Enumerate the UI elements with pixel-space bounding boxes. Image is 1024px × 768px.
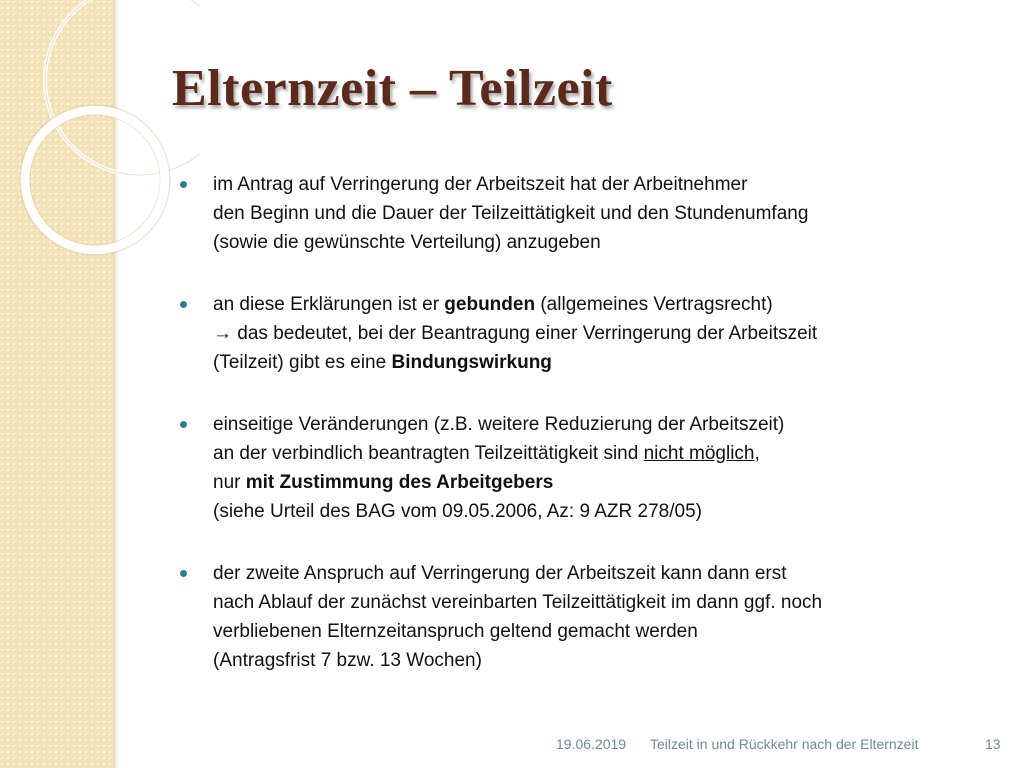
bullet-line: (siehe Urteil des BAG vom 09.05.2006, Az: 9 AZR 278/05) xyxy=(213,501,702,522)
slide-title: Elternzeit – Teilzeit xyxy=(172,60,613,117)
bullet-line: verbliebenen Elternzeitanspruch geltend gemacht werden xyxy=(213,621,698,642)
bullet-line xyxy=(213,439,980,468)
line-text: an diese Erklärungen ist er xyxy=(213,294,445,315)
round-bullet-icon xyxy=(180,301,187,308)
emphasis-text: Bindungswirkung xyxy=(391,352,552,373)
line-text: (Teilzeit) gibt es eine xyxy=(213,352,392,373)
bullet-line xyxy=(213,468,980,497)
line-text: (allgemeines Vertragsrecht) xyxy=(535,294,773,315)
bullet-line: im Antrag auf Verringerung der Arbeitszeit hat der Arbeitnehmer xyxy=(213,174,748,195)
bullet-line: (Antragsfrist 7 bzw. 13 Wochen) xyxy=(213,650,482,671)
bullet-line xyxy=(213,348,980,377)
side-decoration-band xyxy=(0,0,113,768)
bullet-line xyxy=(213,319,980,348)
bullet-item xyxy=(180,290,980,377)
underlined-text: nicht möglich xyxy=(643,443,755,464)
bullet-line: nach Ablauf der zunächst vereinbarten Teilzeittätigkeit im dann ggf. noch xyxy=(213,592,823,613)
bullet-list xyxy=(180,170,980,708)
footer-date: 19.06.2019 xyxy=(556,736,627,752)
emphasis-text: gebunden xyxy=(444,294,536,315)
bullet-line: (sowie die gewünschte Verteilung) anzugeben xyxy=(213,232,601,253)
line-text: nur xyxy=(213,472,246,493)
bullet-line xyxy=(213,290,980,319)
bullet-line: einseitige Veränderungen (z.B. weitere Reduzierung der Arbeitszeit) xyxy=(213,414,785,435)
side-band-edge xyxy=(113,0,119,768)
footer-page-number: 13 xyxy=(985,736,1001,752)
footer-caption: Teilzeit in und Rückkehr nach der Elternzeit xyxy=(650,736,919,752)
line-text: an der verbindlich beantragten Teilzeittätigkeit sind xyxy=(213,443,644,464)
line-text: , xyxy=(754,443,760,464)
emphasis-text: mit Zustimmung des Arbeitgebers xyxy=(245,472,554,493)
bullet-item xyxy=(180,410,980,526)
bullet-item xyxy=(180,559,980,675)
bullet-item xyxy=(180,170,980,257)
round-bullet-icon xyxy=(180,421,187,428)
line-text: das bedeutet, bei der Beantragung einer Verringerung der Arbeitszeit xyxy=(232,323,818,344)
round-bullet-icon xyxy=(180,181,187,188)
round-bullet-icon xyxy=(180,570,187,577)
bullet-line: der zweite Anspruch auf Verringerung der Arbeitszeit kann dann erst xyxy=(213,563,787,584)
bullet-line: den Beginn und die Dauer der Teilzeittätigkeit und den Stundenumfang xyxy=(213,203,809,224)
right-arrow-icon: → xyxy=(213,323,232,344)
